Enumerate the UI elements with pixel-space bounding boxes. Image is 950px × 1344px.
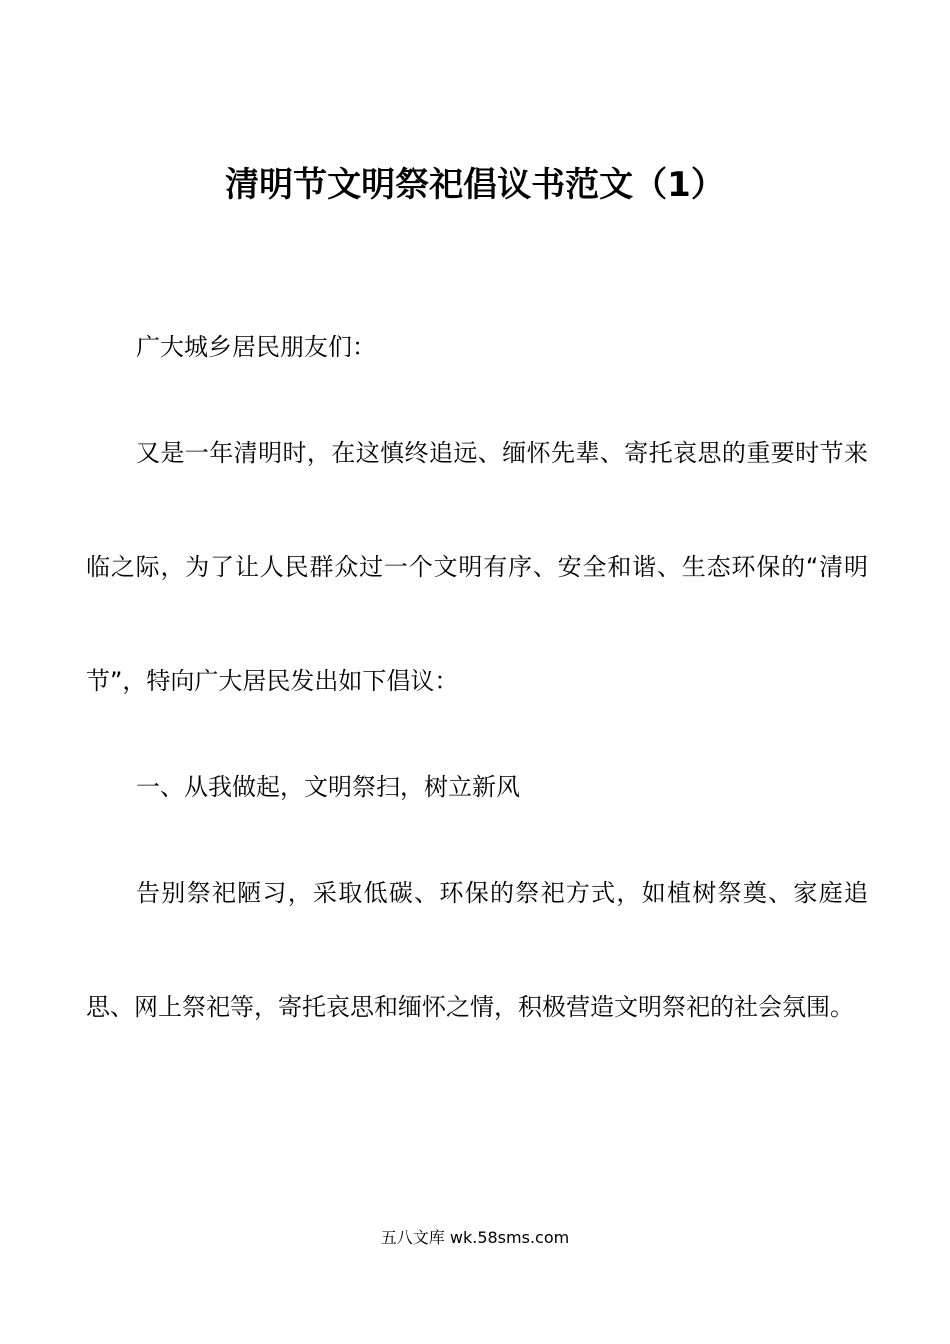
document-body <box>86 298 868 1064</box>
salutation-paragraph: 广大城乡居民朋友们： <box>136 333 376 361</box>
document-title: 清明节文明祭祀倡议书范文（1） <box>225 165 725 205</box>
footer-watermark: 五八文库 wk.58sms.com <box>380 1228 570 1247</box>
intro-paragraph: 又是一年清明时，在这慎终追远、缅怀先辈、寄托哀思的重要时节来临之际，为了让人民群众过一个文明有序、安全和谐、生态环保的“清明节”，特向广大居民发出如下倡议： <box>86 439 868 695</box>
section-heading-1: 一、从我做起，文明祭扫，树立新风 <box>136 773 520 801</box>
section-1-paragraph: 告别祭祀陋习，采取低碳、环保的祭祀方式，如植树祭奠、家庭追思、网上祭祀等，寄托哀思和缅怀之情，积极营造文明祭祀的社会氛围。 <box>86 879 868 1021</box>
